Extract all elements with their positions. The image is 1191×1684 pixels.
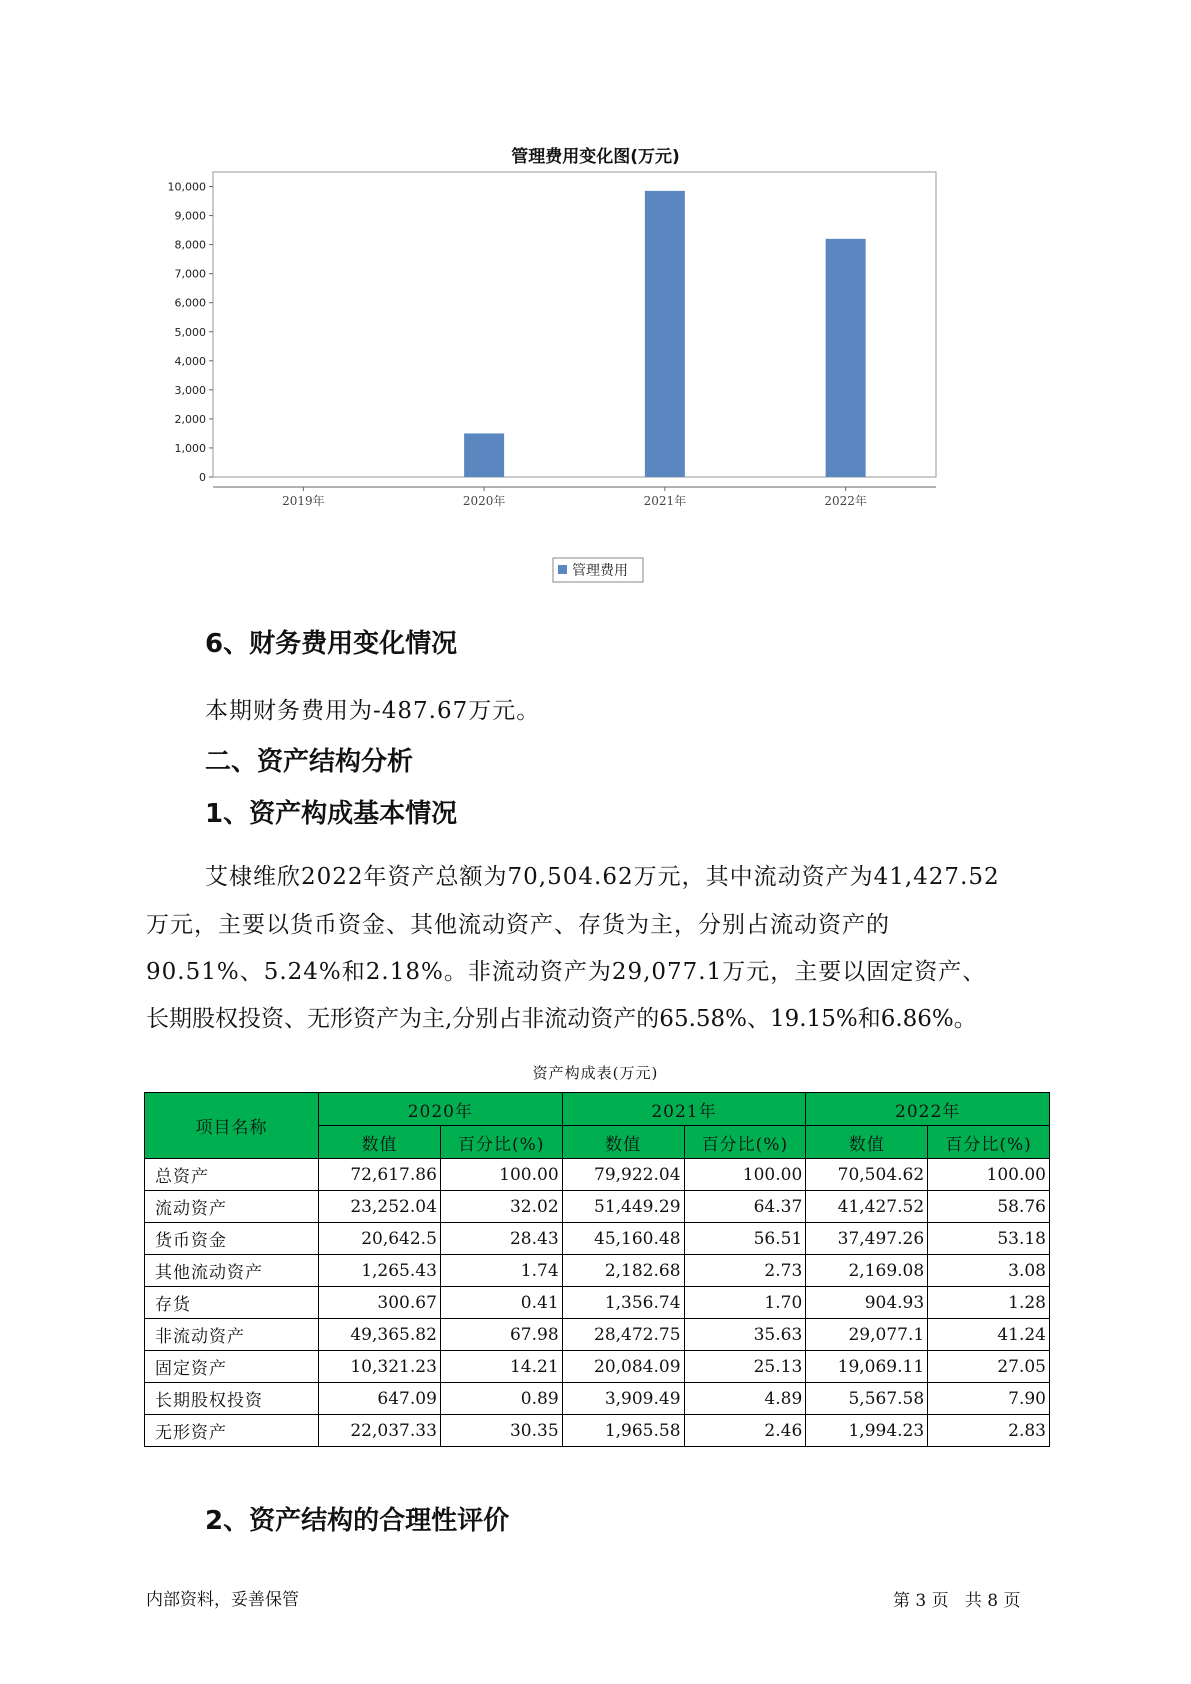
percent-cell: 32.02 (440, 1191, 562, 1223)
table-row (145, 1223, 1050, 1255)
percent-cell: 14.21 (440, 1351, 562, 1383)
percent-cell: 56.51 (684, 1223, 806, 1255)
value-cell: 41,427.52 (806, 1191, 928, 1223)
percent-cell: 0.41 (440, 1287, 562, 1319)
x-tick-label: 2022年 (824, 494, 867, 508)
value-cell: 20,084.09 (562, 1351, 684, 1383)
header-value: 数值 (806, 1126, 928, 1159)
table-row (145, 1287, 1050, 1319)
chart-legend (553, 558, 643, 582)
table-row (145, 1351, 1050, 1383)
y-tick-label: 1,000 (174, 441, 206, 455)
paragraph-line-4: 长期股权投资、无形资产为主,分别占非流动资产的65.58%、19.15%和6.86%。 (146, 1006, 977, 1032)
table-caption: 资产构成表(万元) (532, 1064, 659, 1082)
y-tick-label: 4,000 (174, 354, 206, 368)
bar-2020年 (464, 433, 504, 477)
table-row (145, 1191, 1050, 1223)
row-label: 固定资产 (145, 1351, 319, 1383)
percent-cell: 2.46 (684, 1415, 806, 1447)
percent-cell: 30.35 (440, 1415, 562, 1447)
row-label: 长期股权投资 (145, 1383, 319, 1415)
percent-cell: 0.89 (440, 1383, 562, 1415)
percent-cell: 1.74 (440, 1255, 562, 1287)
value-cell: 37,497.26 (806, 1223, 928, 1255)
value-cell: 2,169.08 (806, 1255, 928, 1287)
header-item-name: 项目名称 (145, 1093, 319, 1159)
value-cell: 28,472.75 (562, 1319, 684, 1351)
y-tick-label: 0 (199, 471, 206, 484)
percent-cell: 1.28 (928, 1287, 1050, 1319)
row-label: 总资产 (145, 1159, 319, 1191)
value-cell: 49,365.82 (319, 1319, 441, 1351)
percent-cell: 2.73 (684, 1255, 806, 1287)
footer-page-number: 第 3 页 共 8 页 (893, 1591, 1021, 1611)
value-cell: 904.93 (806, 1287, 928, 1319)
value-cell: 2,182.68 (562, 1255, 684, 1287)
value-cell: 300.67 (319, 1287, 441, 1319)
table-row (145, 1415, 1050, 1447)
section-2-2-heading: 2、资产结构的合理性评价 (205, 1506, 510, 1536)
percent-cell: 2.83 (928, 1415, 1050, 1447)
percent-cell: 25.13 (684, 1351, 806, 1383)
row-label: 非流动资产 (145, 1319, 319, 1351)
percent-cell: 7.90 (928, 1383, 1050, 1415)
y-tick-label: 3,000 (174, 383, 206, 397)
y-tick-label: 8,000 (174, 238, 206, 252)
percent-cell: 100.00 (440, 1159, 562, 1191)
x-tick-label: 2021年 (643, 494, 687, 508)
percent-cell: 53.18 (928, 1223, 1050, 1255)
value-cell: 79,922.04 (562, 1159, 684, 1191)
x-tick-label: 2020年 (462, 494, 506, 508)
table-row (145, 1255, 1050, 1287)
paragraph-line-1: 艾棣维欣2022年资产总额为70,504.62万元，其中流动资产为41,427.52 (205, 864, 1000, 890)
section-6-text: 本期财务费用为-487.67万元。 (205, 698, 541, 724)
row-label: 流动资产 (145, 1191, 319, 1223)
header-year-2020: 2020年 (319, 1093, 563, 1126)
bar-2022年 (826, 239, 866, 477)
section-2-1-heading: 1、资产构成基本情况 (205, 799, 458, 829)
y-tick-label: 10,000 (167, 180, 206, 194)
value-cell: 19,069.11 (806, 1351, 928, 1383)
value-cell: 1,356.74 (562, 1287, 684, 1319)
percent-cell: 100.00 (684, 1159, 806, 1191)
value-cell: 5,567.58 (806, 1383, 928, 1415)
chart-title: 管理费用变化图(万元) (511, 147, 680, 167)
percent-cell: 64.37 (684, 1191, 806, 1223)
y-tick-label: 7,000 (174, 267, 206, 281)
header-percent: 百分比(%) (440, 1126, 562, 1159)
percent-cell: 1.70 (684, 1287, 806, 1319)
value-cell: 72,617.86 (319, 1159, 441, 1191)
row-label: 货币资金 (145, 1223, 319, 1255)
header-value: 数值 (562, 1126, 684, 1159)
paragraph-line-3: 90.51%、5.24%和2.18%。非流动资产为29,077.1万元，主要以固定资产、 (146, 959, 987, 985)
value-cell: 3,909.49 (562, 1383, 684, 1415)
table-body (145, 1159, 1050, 1447)
header-percent: 百分比(%) (928, 1126, 1050, 1159)
legend-swatch (558, 565, 567, 574)
paragraph-line-2: 万元，主要以货币资金、其他流动资产、存货为主，分别占流动资产的 (146, 912, 890, 938)
section-6-heading: 6、财务费用变化情况 (205, 629, 458, 659)
expense-bar-chart (0, 0, 1191, 600)
value-cell: 29,077.1 (806, 1319, 928, 1351)
value-cell: 70,504.62 (806, 1159, 928, 1191)
value-cell: 22,037.33 (319, 1415, 441, 1447)
value-cell: 10,321.23 (319, 1351, 441, 1383)
percent-cell: 27.05 (928, 1351, 1050, 1383)
value-cell: 647.09 (319, 1383, 441, 1415)
percent-cell: 3.08 (928, 1255, 1050, 1287)
percent-cell: 58.76 (928, 1191, 1050, 1223)
legend-label: 管理费用 (572, 563, 628, 579)
bar-2021年 (645, 191, 685, 477)
section-2-heading: 二、资产结构分析 (205, 747, 414, 777)
value-cell: 23,252.04 (319, 1191, 441, 1223)
value-cell: 1,994.23 (806, 1415, 928, 1447)
y-tick-label: 2,000 (174, 412, 206, 426)
value-cell: 1,265.43 (319, 1255, 441, 1287)
y-tick-label: 5,000 (174, 325, 206, 339)
row-label: 无形资产 (145, 1415, 319, 1447)
y-tick-label: 6,000 (174, 296, 206, 310)
header-year-2021: 2021年 (562, 1093, 806, 1126)
value-cell: 51,449.29 (562, 1191, 684, 1223)
table-row (145, 1159, 1050, 1191)
row-label: 其他流动资产 (145, 1255, 319, 1287)
footer-confidential-note: 内部资料，妥善保管 (146, 1590, 299, 1610)
row-label: 存货 (145, 1287, 319, 1319)
percent-cell: 100.00 (928, 1159, 1050, 1191)
y-axis-ticks (168, 181, 207, 484)
value-cell: 20,642.5 (319, 1223, 441, 1255)
y-tick-label: 9,000 (174, 209, 206, 223)
table-row (145, 1383, 1050, 1415)
percent-cell: 4.89 (684, 1383, 806, 1415)
percent-cell: 41.24 (928, 1319, 1050, 1351)
asset-structure-table (144, 1092, 1050, 1447)
x-axis-ticks (282, 493, 867, 508)
header-percent: 百分比(%) (684, 1126, 806, 1159)
percent-cell: 35.63 (684, 1319, 806, 1351)
x-tick-label: 2019年 (282, 494, 325, 508)
header-value: 数值 (319, 1126, 441, 1159)
header-year-2022: 2022年 (806, 1093, 1050, 1126)
percent-cell: 67.98 (440, 1319, 562, 1351)
table-row (145, 1319, 1050, 1351)
value-cell: 1,965.58 (562, 1415, 684, 1447)
value-cell: 45,160.48 (562, 1223, 684, 1255)
percent-cell: 28.43 (440, 1223, 562, 1255)
